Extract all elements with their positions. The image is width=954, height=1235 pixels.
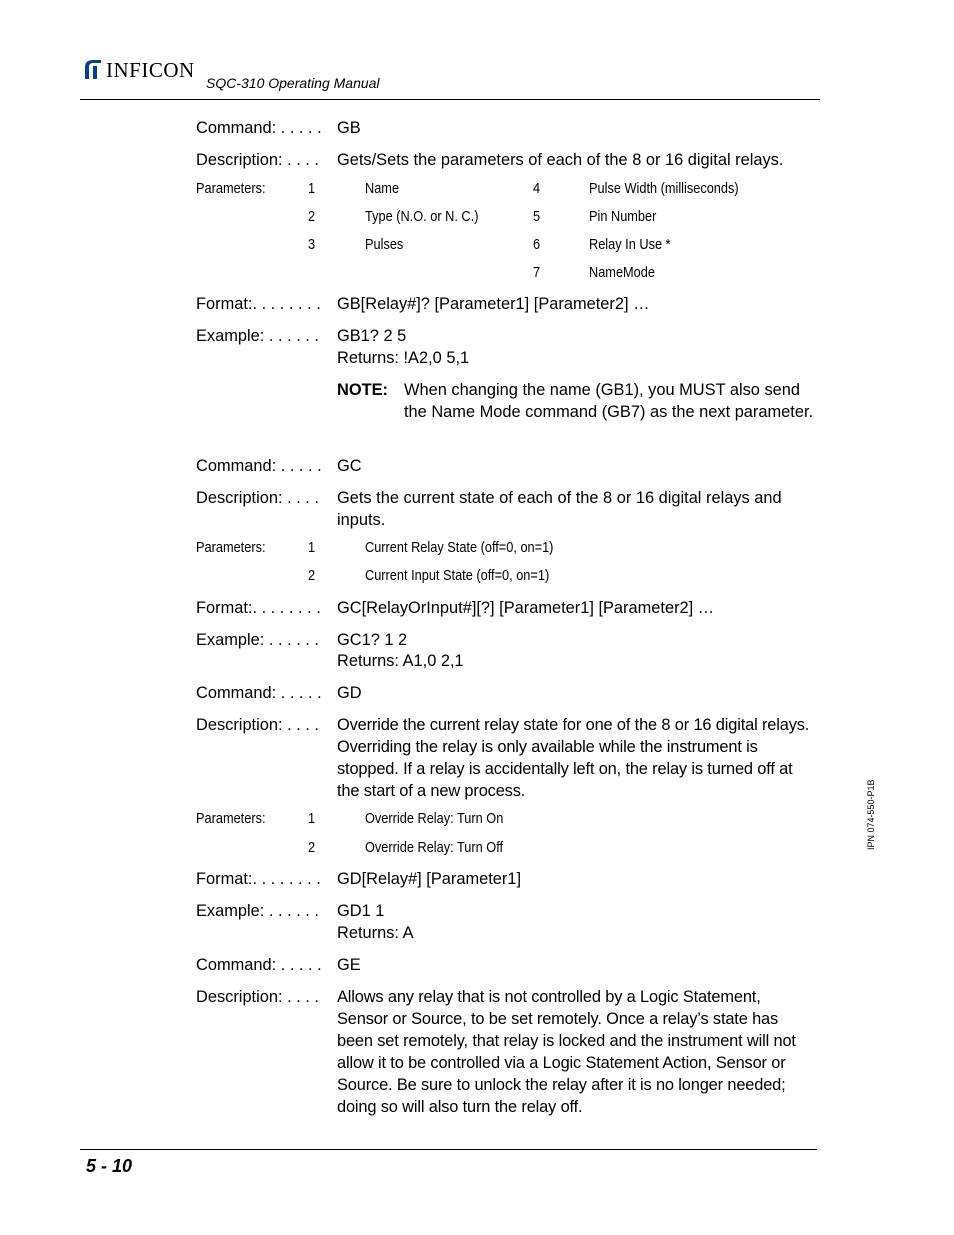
gb-param-name: Name <box>365 181 400 197</box>
ge-command-label: Command: . . . . . <box>196 956 322 974</box>
gd-command-value: GD <box>337 684 362 702</box>
manual-title: SQC-310 Operating Manual <box>206 75 380 91</box>
gb-param-name: Pulse Width (milliseconds) <box>589 181 739 197</box>
ge-description-text: Allows any relay that is not controlled by a Logic Statement, Sensor or Source, to be set remotely. Once a relay’s state has been set remotely, that relay is locked and the instrument will not allow it to be controlled via a Logic Statement Action, Sensor or Source. Be sure to unlock the relay after it is no longer needed; doing so will also turn the relay off. <box>337 988 796 1116</box>
gb-param-num: 3 <box>308 237 316 253</box>
gc-format-value: GC[RelayOrInput#][?] [Parameter1] [Parameter2] … <box>337 599 715 617</box>
gb-param-name: Pin Number <box>589 209 657 225</box>
gc-example-value: GC1? 1 2 <box>337 631 408 649</box>
gb-command-label: Command: . . . . . <box>196 119 322 137</box>
header-rule <box>80 99 820 100</box>
gc-example-returns: Returns: A1,0 2,1 <box>337 652 464 670</box>
gb-param-num: 6 <box>533 237 541 253</box>
gd-param-name: Override Relay: Turn On <box>365 811 504 827</box>
gd-command-label: Command: . . . . . <box>196 684 322 702</box>
gb-param-name: NameMode <box>589 265 655 281</box>
gc-example-label: Example: . . . . . . <box>196 631 319 649</box>
gd-param-num: 1 <box>308 811 316 827</box>
gd-example-returns: Returns: A <box>337 924 414 942</box>
ge-command-value: GE <box>337 956 361 974</box>
gb-param-name: Type (N.O. or N. C.) <box>365 209 479 225</box>
inficon-logo <box>82 58 195 80</box>
gb-param-num: 7 <box>533 265 541 281</box>
gd-example-value: GD1 1 <box>337 902 385 920</box>
gd-param-name: Override Relay: Turn Off <box>365 840 504 856</box>
gd-format-label: Format:. . . . . . . . <box>196 870 321 888</box>
gb-param-name: Pulses <box>365 237 404 253</box>
gd-format-value: GD[Relay#] [Parameter1] <box>337 870 522 888</box>
gb-parameters-label: Parameters: <box>196 181 266 197</box>
gb-param-num: 4 <box>533 181 541 197</box>
gb-example-label: Example: . . . . . . <box>196 327 319 345</box>
gb-description-text: Gets/Sets the parameters of each of the 8 or 16 digital relays. <box>337 151 784 169</box>
gc-format-label: Format:. . . . . . . . <box>196 599 321 617</box>
gc-param-name: Current Relay State (off=0, on=1) <box>365 540 554 556</box>
ge-description-label: Description: . . . . <box>196 988 319 1006</box>
gb-command-value: GB <box>337 119 361 137</box>
gd-description-text: Override the current relay state for one of the 8 or 16 digital relays. Overriding the relay is only available while the instrument is stopped. If a relay is accidentally left on, the relay is turned off at the start of a new process. <box>337 716 810 800</box>
document-part-number: IPN 074-550-P1B <box>866 779 876 850</box>
gd-parameters-label: Parameters: <box>196 811 266 827</box>
logo-wordmark: INFICON <box>106 58 195 82</box>
gb-note-text: When changing the name (GB1), you MUST also send the Name Mode command (GB7) as the next parameter. <box>404 381 814 421</box>
gb-description-label: Description: . . . . <box>196 151 319 169</box>
gc-command-value: GC <box>337 457 362 475</box>
gc-command-label: Command: . . . . . <box>196 457 322 475</box>
gb-format-label: Format:. . . . . . . . <box>196 295 321 313</box>
gc-description-label: Description: . . . . <box>196 489 319 507</box>
gc-param-num: 1 <box>308 540 316 556</box>
gc-param-name: Current Input State (off=0, on=1) <box>365 568 550 584</box>
footer-rule <box>80 1149 817 1150</box>
gb-param-num: 2 <box>308 209 316 225</box>
gb-param-num: 5 <box>533 209 541 225</box>
gb-param-num: 1 <box>308 181 316 197</box>
gb-format-value: GB[Relay#]? [Parameter1] [Parameter2] … <box>337 295 650 313</box>
gb-example-value: GB1? 2 5 <box>337 327 407 345</box>
gb-example-returns: Returns: !A2,0 5,1 <box>337 349 470 367</box>
page-number: 5 - 10 <box>86 1156 133 1176</box>
gd-description-label: Description: . . . . <box>196 716 319 734</box>
gc-description-text: Gets the current state of each of the 8 or 16 digital relays and inputs. <box>337 489 782 529</box>
gd-example-label: Example: . . . . . . <box>196 902 319 920</box>
gd-param-num: 2 <box>308 840 316 856</box>
inficon-logo-icon <box>82 58 104 80</box>
gb-param-name: Relay In Use * <box>589 237 671 253</box>
gb-note-label: NOTE: <box>337 381 388 399</box>
gc-parameters-label: Parameters: <box>196 540 266 556</box>
gc-param-num: 2 <box>308 568 316 584</box>
